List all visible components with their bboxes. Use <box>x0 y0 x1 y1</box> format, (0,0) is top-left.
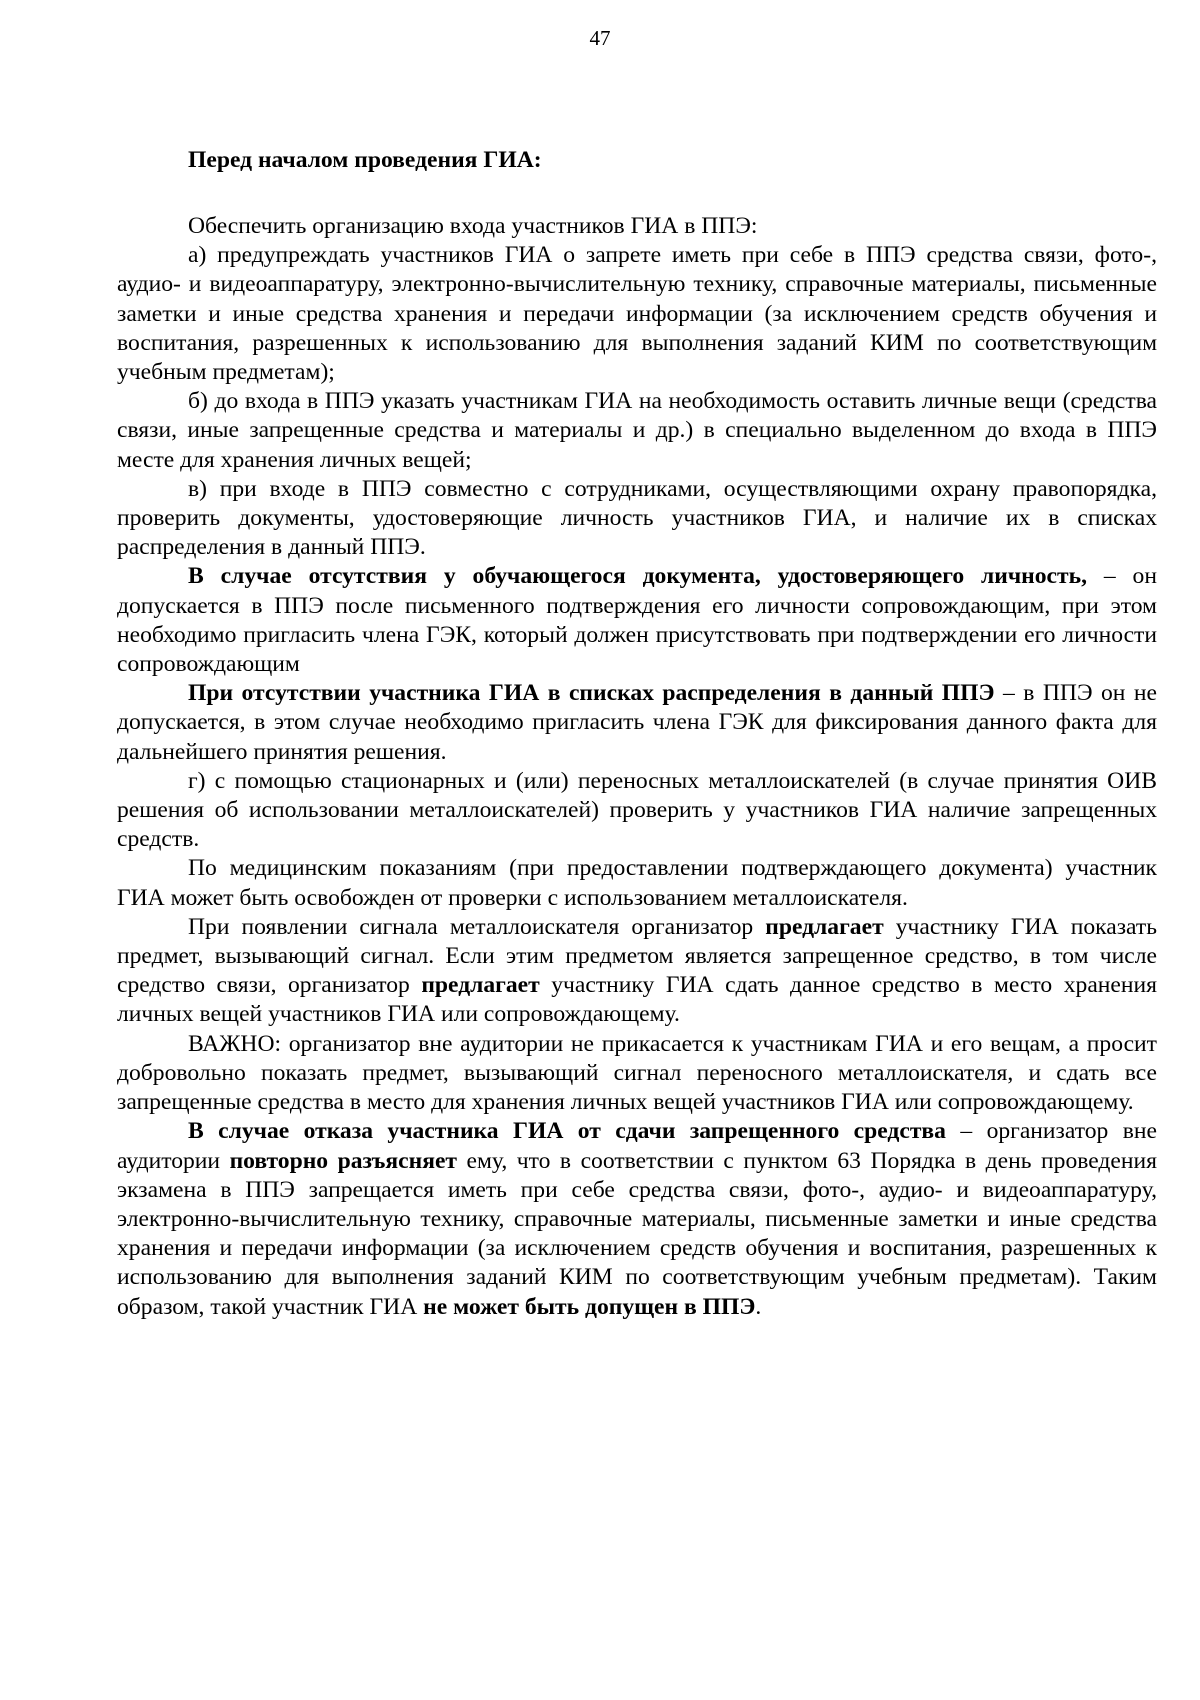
text-span: г) с помощью стационарных и (или) переносных металлоискателей (в случае принятия ОИВ решения об использовании металлоискателей) проверить у участников ГИА наличие запрещенных средств. <box>117 767 1157 853</box>
bold-span: В случае отказа участника ГИА от сдачи запрещенного средства <box>188 1118 946 1145</box>
bold-span: предлагает <box>765 913 884 940</box>
text-span: . <box>755 1293 762 1320</box>
page-number: 47 <box>589 26 611 50</box>
intro-line: Обеспечить организацию входа участников ГИА в ППЭ: <box>188 213 758 239</box>
paragraph-item-a <box>117 241 1157 387</box>
paragraph-item-v <box>117 475 1157 563</box>
bold-span: повторно разъясняет <box>229 1147 458 1174</box>
paragraph-item-g <box>117 767 1157 855</box>
text-span: При появлении сигнала металлоискателя организатор <box>188 913 766 940</box>
section-heading: Перед началом проведения ГИА: <box>188 147 542 173</box>
paragraph-no-document <box>117 562 1157 679</box>
text-span: участнику ГИА сдать данное средство в место хранения личных вещей участников ГИА или сопровождающему. <box>117 972 1157 1028</box>
text-span: в) при входе в ППЭ совместно с сотрудниками, осуществляющими охрану правопорядка, проверить документы, удостоверяющие личность участников ГИА, и наличие их в списках распределения в данный ППЭ. <box>117 475 1157 561</box>
text-span: ему, что в соответствии с пунктом 63 Порядка в день проведения экзамена в ППЭ запрещается иметь при себе средства связи, фото-, аудио- и видеоаппаратуру, электронно-вычислительную технику, справочные материалы, письменные заметки и иные средства хранения и передачи информации (за исключением средств обучения и воспитания, разрешенных к использованию для выполнения заданий КИМ по соответствующим учебным предметам). Таким образом, такой участник ГИА <box>117 1147 1157 1320</box>
text-span: участнику ГИА показать предмет, вызывающий сигнал. Если этим предметом является запрещенное средство, в том числе средство связи, организатор <box>117 913 1157 999</box>
bold-span: не может быть допущен в ППЭ <box>423 1293 756 1320</box>
paragraph-medical <box>117 854 1157 912</box>
bold-span: В случае отсутствия у обучающегося документа, удостоверяющего личность, <box>188 563 1087 590</box>
text-span: а) предупреждать участников ГИА о запрете иметь при себе в ППЭ средства связи, фото-, аудио- и видеоаппаратуру, электронно-вычислительную технику, справочные материалы, письменные заметки и иные средства хранения и передачи информации (за исключением средств обучения и воспитания, разрешенных к использованию для выполнения заданий КИМ по соответствующим учебным предметам); <box>117 242 1157 386</box>
text-span: б) до входа в ППЭ указать участникам ГИА на необходимость оставить личные вещи (средства связи, иные запрещенные средства и материалы и др.) в специально выделенном до входа в ППЭ месте для хранения личных вещей; <box>117 388 1157 473</box>
bold-span: предлагает <box>421 972 540 999</box>
document-body <box>117 146 1157 1322</box>
text-span: – в ППЭ он не допускается, в этом случае необходимо пригласить члена ГЭК для фиксирования данного факта для дальнейшего принятия решения. <box>117 680 1157 765</box>
text-span: – организатор вне аудитории <box>117 1118 1157 1174</box>
paragraph-signal <box>117 913 1157 1030</box>
paragraph-not-in-list <box>117 679 1157 767</box>
text-span: По медицинским показаниям (при предоставлении подтверждающего документа) участник ГИА может быть освобожден от проверки с использованием металлоискателя. <box>117 855 1157 911</box>
paragraph-important <box>117 1030 1157 1118</box>
text-span: – он допускается в ППЭ после письменного подтверждения его личности сопровождающим, при этом необходимо пригласить члена ГЭК, который должен присутствовать при подтверждении его личности сопровождающим <box>117 563 1157 678</box>
paragraph-item-b <box>117 387 1157 475</box>
text-span: ВАЖНО: организатор вне аудитории не прикасается к участникам ГИА и его вещам, а просит добровольно показать предмет, вызывающий сигнал переносного металлоискателя, и сдать все запрещенные средства в место для хранения личных вещей участников ГИА или сопровождающему. <box>117 1030 1157 1116</box>
paragraph-refusal <box>117 1117 1157 1321</box>
bold-span: При отсутствии участника ГИА в списках распределения в данный ППЭ <box>188 680 995 707</box>
